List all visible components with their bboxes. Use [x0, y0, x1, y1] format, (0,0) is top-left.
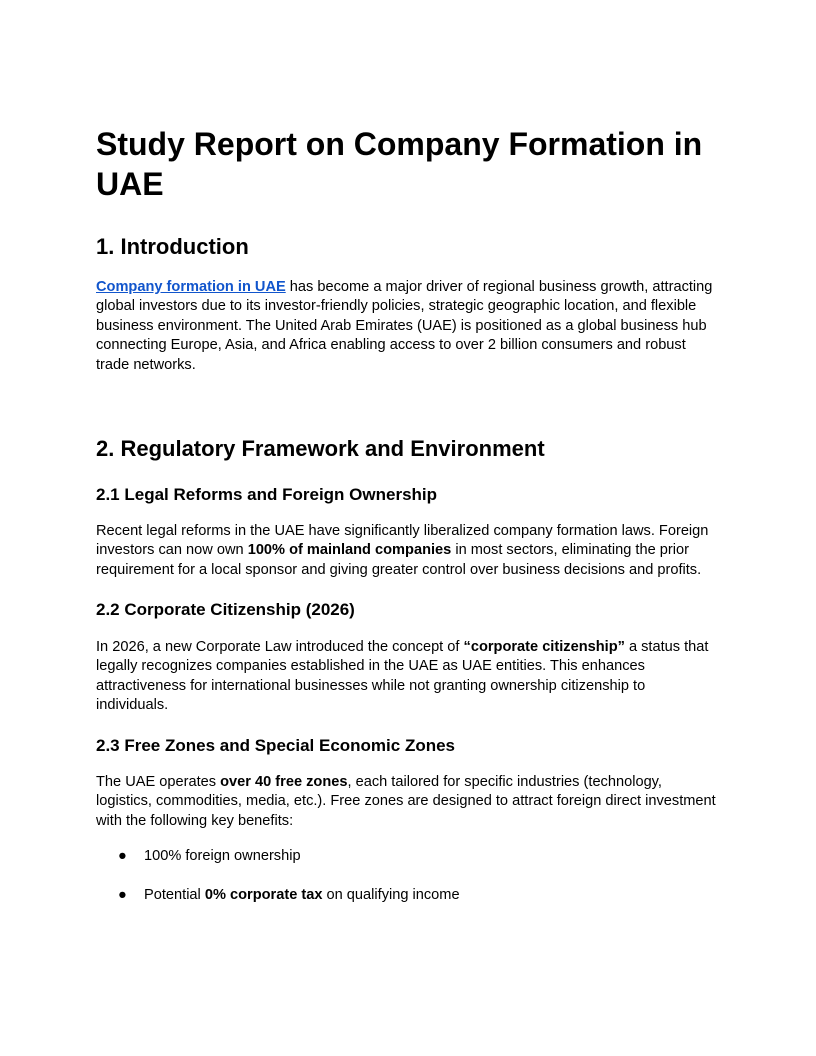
bullet-text	[144, 886, 460, 905]
free-zones-heading: 2.3 Free Zones and Special Economic Zones	[96, 736, 456, 755]
company-formation-link[interactable]: Company formation in UAE	[96, 279, 286, 295]
bullet-icon: ●	[118, 848, 127, 864]
legal-reforms-text-end: in most sectors, eliminating the prior requirement for a local sponsor and giving greater control over business decisions and profits.	[96, 542, 702, 578]
legal-reforms-text-start: Recent legal reforms in the UAE have significantly liberalized company formation laws. Foreign investors can now own	[96, 523, 709, 559]
legal-reforms-paragraph	[96, 522, 720, 580]
document-title: Study Report on Company Formation in UAE	[96, 126, 703, 202]
free-zones-text-start: The UAE operates	[96, 774, 221, 790]
free-zones-paragraph	[96, 773, 720, 831]
free-zones-count-emphasis: over 40 free zones	[220, 774, 348, 790]
bullet-text: 100% foreign ownership	[144, 848, 301, 864]
bullet-text-end: on qualifying income	[322, 887, 460, 903]
mainland-ownership-emphasis: 100% of mainland companies	[247, 542, 452, 559]
corporate-citizenship-emphasis: “corporate citizenship”	[463, 639, 625, 655]
bullet-text-start: Potential	[144, 887, 205, 903]
regulatory-framework-heading: 2. Regulatory Framework and Environment	[96, 436, 545, 461]
citizenship-text-start: In 2026, a new Corporate Law introduced the concept of	[96, 639, 464, 655]
corporate-tax-emphasis: 0% corporate tax	[204, 887, 323, 903]
legal-reforms-heading: 2.1 Legal Reforms and Foreign Ownership	[96, 485, 438, 504]
introduction-paragraph	[96, 278, 720, 375]
citizenship-text-end: a status that legally recognizes companies established in the UAE as UAE entities. This enhances attractiveness for international businesses while not granting ownership citizenship to individuals.	[96, 639, 709, 714]
bullet-icon: ●	[118, 887, 127, 903]
corporate-citizenship-paragraph	[96, 638, 720, 716]
introduction-heading: 1. Introduction	[96, 234, 249, 259]
introduction-text: has become a major driver of regional business growth, attracting global investors due to its investor-friendly policies, strategic geographic location, and flexible business environment. The United Arab Emirates (UAE) is positioned as a global business hub connecting Europe, Asia, and Africa enabling access to over 2 billion consumers and robust trade networks.	[96, 279, 713, 373]
corporate-citizenship-heading: 2.2 Corporate Citizenship (2026)	[96, 600, 355, 619]
free-zones-text-end: , each tailored for specific industries (technology, logistics, commodities, media, etc.). Free zones are designed to attract foreign direct investment with the following key benefits:	[96, 774, 716, 829]
